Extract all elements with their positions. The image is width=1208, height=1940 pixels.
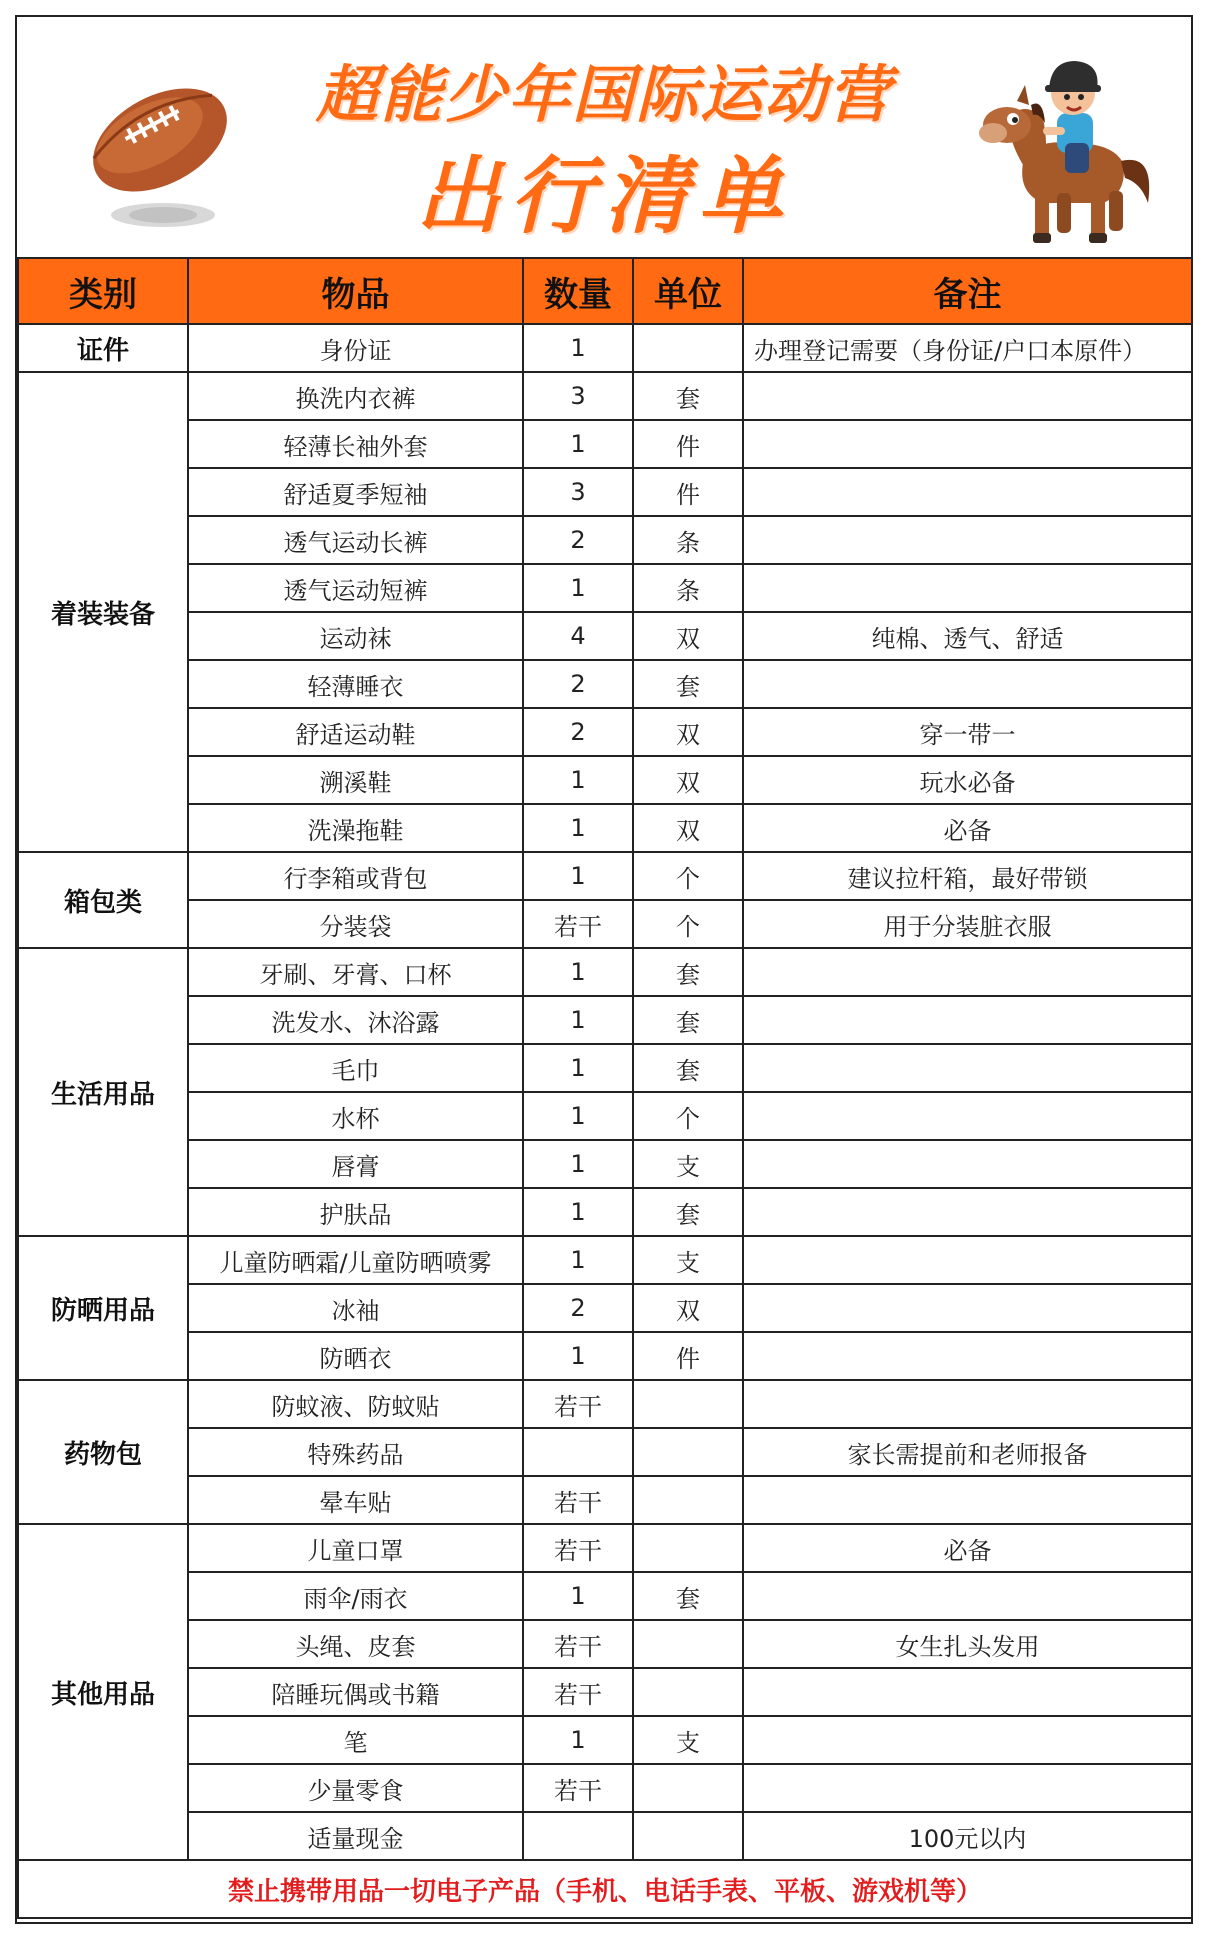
item-cell: 换洗内衣裤 bbox=[188, 372, 523, 420]
note-cell: 建议拉杆箱，最好带锁 bbox=[743, 852, 1192, 900]
item-cell: 冰袖 bbox=[188, 1284, 523, 1332]
unit-cell: 套 bbox=[633, 948, 743, 996]
category-cell: 药物包 bbox=[18, 1380, 188, 1524]
note-cell: 家长需提前和老师报备 bbox=[743, 1428, 1192, 1476]
unit-cell: 双 bbox=[633, 612, 743, 660]
table-row bbox=[18, 420, 1192, 468]
item-cell: 洗澡拖鞋 bbox=[188, 804, 523, 852]
quantity-cell: 1 bbox=[523, 804, 633, 852]
page-subtitle: 出行清单 bbox=[415, 147, 792, 245]
note-cell bbox=[743, 420, 1192, 468]
item-cell: 舒适运动鞋 bbox=[188, 708, 523, 756]
quantity-cell: 2 bbox=[523, 708, 633, 756]
unit-cell: 件 bbox=[633, 468, 743, 516]
item-cell: 雨伞/雨衣 bbox=[188, 1572, 523, 1620]
table-row bbox=[18, 1188, 1192, 1236]
quantity-cell: 3 bbox=[523, 468, 633, 516]
quantity-cell: 1 bbox=[523, 948, 633, 996]
table-row bbox=[18, 324, 1192, 372]
table-row bbox=[18, 372, 1192, 420]
item-cell: 运动袜 bbox=[188, 612, 523, 660]
table-row bbox=[18, 564, 1192, 612]
unit-cell: 个 bbox=[633, 852, 743, 900]
category-cell: 防晒用品 bbox=[18, 1236, 188, 1380]
header bbox=[17, 17, 1191, 257]
table-row bbox=[18, 1092, 1192, 1140]
item-cell: 晕车贴 bbox=[188, 1476, 523, 1524]
quantity-cell: 2 bbox=[523, 1284, 633, 1332]
table-row bbox=[18, 612, 1192, 660]
table-row bbox=[18, 804, 1192, 852]
note-cell bbox=[743, 1380, 1192, 1428]
table-row bbox=[18, 996, 1192, 1044]
table-row bbox=[18, 1668, 1192, 1716]
quantity-cell: 1 bbox=[523, 996, 633, 1044]
note-cell: 100元以内 bbox=[743, 1812, 1192, 1860]
quantity-cell: 2 bbox=[523, 516, 633, 564]
quantity-cell: 1 bbox=[523, 420, 633, 468]
unit-cell bbox=[633, 1428, 743, 1476]
note-cell bbox=[743, 1716, 1192, 1764]
page-title: 超能少年国际运动营 bbox=[315, 58, 892, 131]
table-row bbox=[18, 900, 1192, 948]
note-cell bbox=[743, 948, 1192, 996]
note-cell bbox=[743, 1236, 1192, 1284]
note-cell: 穿一带一 bbox=[743, 708, 1192, 756]
table-row bbox=[18, 1812, 1192, 1860]
note-cell bbox=[743, 660, 1192, 708]
note-cell: 纯棉、透气、舒适 bbox=[743, 612, 1192, 660]
quantity-cell: 1 bbox=[523, 756, 633, 804]
table-row bbox=[18, 660, 1192, 708]
item-cell: 特殊药品 bbox=[188, 1428, 523, 1476]
quantity-cell: 1 bbox=[523, 324, 633, 372]
note-cell bbox=[743, 1332, 1192, 1380]
checklist-sheet bbox=[15, 15, 1193, 1924]
quantity-cell: 1 bbox=[523, 1332, 633, 1380]
category-cell: 证件 bbox=[18, 324, 188, 372]
unit-cell: 件 bbox=[633, 420, 743, 468]
unit-cell: 条 bbox=[633, 564, 743, 612]
table-row bbox=[18, 468, 1192, 516]
electronics-warning: 禁止携带用品一切电子产品（手机、电话手表、平板、游戏机等） bbox=[18, 1860, 1192, 1918]
item-cell: 分装袋 bbox=[188, 900, 523, 948]
table-row bbox=[18, 1236, 1192, 1284]
note-cell bbox=[743, 516, 1192, 564]
quantity-cell: 若干 bbox=[523, 900, 633, 948]
item-cell: 透气运动长裤 bbox=[188, 516, 523, 564]
table-row bbox=[18, 1620, 1192, 1668]
category-cell: 箱包类 bbox=[18, 852, 188, 948]
unit-cell: 条 bbox=[633, 516, 743, 564]
item-cell: 轻薄长袖外套 bbox=[188, 420, 523, 468]
unit-cell bbox=[633, 1524, 743, 1572]
column-header-category: 类别 bbox=[18, 258, 188, 324]
unit-cell: 双 bbox=[633, 1284, 743, 1332]
quantity-cell: 3 bbox=[523, 372, 633, 420]
item-cell: 唇膏 bbox=[188, 1140, 523, 1188]
category-cell: 其他用品 bbox=[18, 1524, 188, 1860]
quantity-cell: 若干 bbox=[523, 1476, 633, 1524]
note-cell bbox=[743, 1764, 1192, 1812]
unit-cell bbox=[633, 1476, 743, 1524]
quantity-cell: 1 bbox=[523, 852, 633, 900]
table-row bbox=[18, 1476, 1192, 1524]
unit-cell: 支 bbox=[633, 1716, 743, 1764]
note-cell bbox=[743, 564, 1192, 612]
unit-cell: 支 bbox=[633, 1140, 743, 1188]
unit-cell bbox=[633, 1380, 743, 1428]
note-cell bbox=[743, 1572, 1192, 1620]
note-cell: 必备 bbox=[743, 1524, 1192, 1572]
quantity-cell: 1 bbox=[523, 1236, 633, 1284]
horse-rider-icon bbox=[973, 43, 1163, 253]
quantity-cell: 1 bbox=[523, 1572, 633, 1620]
note-cell bbox=[743, 1188, 1192, 1236]
table-row bbox=[18, 1524, 1192, 1572]
column-header-item: 物品 bbox=[188, 258, 523, 324]
note-cell: 办理登记需要（身份证/户口本原件） bbox=[743, 324, 1192, 372]
column-header-quantity: 数量 bbox=[523, 258, 633, 324]
column-header-note: 备注 bbox=[743, 258, 1192, 324]
note-cell bbox=[743, 1284, 1192, 1332]
item-cell: 舒适夏季短袖 bbox=[188, 468, 523, 516]
unit-cell: 套 bbox=[633, 660, 743, 708]
table-row bbox=[18, 1428, 1192, 1476]
unit-cell: 支 bbox=[633, 1236, 743, 1284]
item-cell: 儿童口罩 bbox=[188, 1524, 523, 1572]
note-cell: 必备 bbox=[743, 804, 1192, 852]
item-cell: 毛巾 bbox=[188, 1044, 523, 1092]
item-cell: 头绳、皮套 bbox=[188, 1620, 523, 1668]
table-row bbox=[18, 948, 1192, 996]
quantity-cell: 若干 bbox=[523, 1668, 633, 1716]
note-cell bbox=[743, 468, 1192, 516]
unit-cell: 套 bbox=[633, 1188, 743, 1236]
unit-cell: 套 bbox=[633, 996, 743, 1044]
quantity-cell: 4 bbox=[523, 612, 633, 660]
item-cell: 护肤品 bbox=[188, 1188, 523, 1236]
unit-cell bbox=[633, 1812, 743, 1860]
unit-cell: 个 bbox=[633, 900, 743, 948]
checklist-table bbox=[17, 257, 1193, 1919]
quantity-cell: 1 bbox=[523, 1092, 633, 1140]
quantity-cell: 1 bbox=[523, 1716, 633, 1764]
unit-cell: 双 bbox=[633, 756, 743, 804]
quantity-cell: 若干 bbox=[523, 1620, 633, 1668]
unit-cell: 套 bbox=[633, 1044, 743, 1092]
item-cell: 身份证 bbox=[188, 324, 523, 372]
category-cell: 着装装备 bbox=[18, 372, 188, 852]
footer-row bbox=[18, 1860, 1192, 1918]
quantity-cell: 若干 bbox=[523, 1764, 633, 1812]
table-row bbox=[18, 1764, 1192, 1812]
table-row bbox=[18, 1572, 1192, 1620]
note-cell bbox=[743, 1476, 1192, 1524]
note-cell: 玩水必备 bbox=[743, 756, 1192, 804]
table-row bbox=[18, 756, 1192, 804]
item-cell: 笔 bbox=[188, 1716, 523, 1764]
unit-cell: 套 bbox=[633, 372, 743, 420]
table-row bbox=[18, 1716, 1192, 1764]
note-cell bbox=[743, 1668, 1192, 1716]
category-cell: 生活用品 bbox=[18, 948, 188, 1236]
note-cell bbox=[743, 996, 1192, 1044]
note-cell: 用于分装脏衣服 bbox=[743, 900, 1192, 948]
unit-cell: 件 bbox=[633, 1332, 743, 1380]
table-row bbox=[18, 1284, 1192, 1332]
unit-cell bbox=[633, 324, 743, 372]
quantity-cell: 1 bbox=[523, 1188, 633, 1236]
unit-cell bbox=[633, 1764, 743, 1812]
quantity-cell bbox=[523, 1812, 633, 1860]
item-cell: 儿童防晒霜/儿童防晒喷雾 bbox=[188, 1236, 523, 1284]
quantity-cell: 2 bbox=[523, 660, 633, 708]
quantity-cell: 1 bbox=[523, 564, 633, 612]
unit-cell bbox=[633, 1668, 743, 1716]
item-cell: 陪睡玩偶或书籍 bbox=[188, 1668, 523, 1716]
note-cell bbox=[743, 1044, 1192, 1092]
table-row bbox=[18, 1140, 1192, 1188]
table-row bbox=[18, 708, 1192, 756]
quantity-cell bbox=[523, 1428, 633, 1476]
column-header-unit: 单位 bbox=[633, 258, 743, 324]
table-row bbox=[18, 1332, 1192, 1380]
quantity-cell: 若干 bbox=[523, 1524, 633, 1572]
unit-cell: 个 bbox=[633, 1092, 743, 1140]
table-header-row bbox=[18, 258, 1192, 324]
item-cell: 透气运动短裤 bbox=[188, 564, 523, 612]
note-cell bbox=[743, 1140, 1192, 1188]
table-row bbox=[18, 1044, 1192, 1092]
item-cell: 牙刷、牙膏、口杯 bbox=[188, 948, 523, 996]
unit-cell: 双 bbox=[633, 804, 743, 852]
table-row bbox=[18, 1380, 1192, 1428]
item-cell: 适量现金 bbox=[188, 1812, 523, 1860]
note-cell: 女生扎头发用 bbox=[743, 1620, 1192, 1668]
item-cell: 少量零食 bbox=[188, 1764, 523, 1812]
quantity-cell: 若干 bbox=[523, 1380, 633, 1428]
item-cell: 溯溪鞋 bbox=[188, 756, 523, 804]
table-row bbox=[18, 852, 1192, 900]
item-cell: 防蚊液、防蚊贴 bbox=[188, 1380, 523, 1428]
note-cell bbox=[743, 372, 1192, 420]
item-cell: 防晒衣 bbox=[188, 1332, 523, 1380]
unit-cell: 双 bbox=[633, 708, 743, 756]
unit-cell bbox=[633, 1620, 743, 1668]
note-cell bbox=[743, 1092, 1192, 1140]
table-row bbox=[18, 516, 1192, 564]
item-cell: 水杯 bbox=[188, 1092, 523, 1140]
quantity-cell: 1 bbox=[523, 1140, 633, 1188]
item-cell: 轻薄睡衣 bbox=[188, 660, 523, 708]
unit-cell: 套 bbox=[633, 1572, 743, 1620]
item-cell: 洗发水、沐浴露 bbox=[188, 996, 523, 1044]
item-cell: 行李箱或背包 bbox=[188, 852, 523, 900]
quantity-cell: 1 bbox=[523, 1044, 633, 1092]
